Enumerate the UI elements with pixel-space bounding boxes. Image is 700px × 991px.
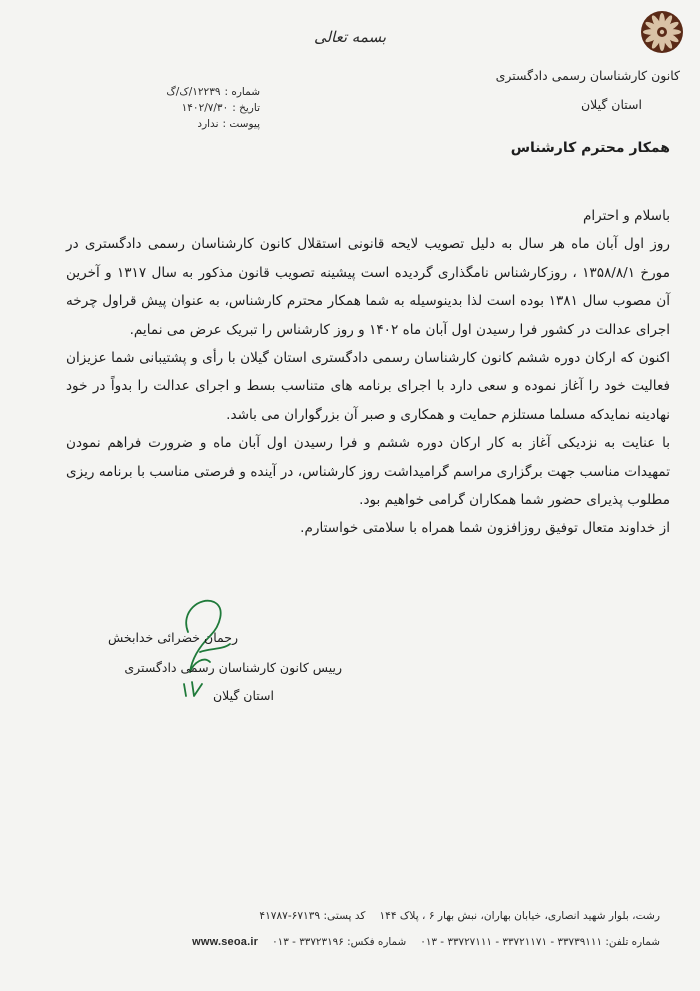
signatory-province: استان گیلان: [212, 688, 274, 703]
footer-fax: شماره فکس: ۳۳۷۲۳۱۹۶ - ۰۱۳: [272, 936, 407, 948]
seal-flower-icon: [638, 8, 686, 64]
footer-address: رشت، بلوار شهید انصاری، خیابان بهاران، نبش بهار ۶ ، پلاک ۱۴۴: [379, 910, 660, 922]
organization-name: کانون کارشناسان رسمی دادگستری: [495, 68, 680, 83]
footer-website-link[interactable]: www.seoa.ir: [192, 936, 259, 948]
letter-body: [66, 202, 670, 543]
meta-attachment-label: پیوست :: [222, 118, 260, 130]
letter-paragraph-3: با عنایت به نزدیکی آغاز به کار ارکان دوره ششم و فرا رسیدن اول آبان ماه و ضرورت فراهم نمودن تمهیدات مناسب جهت برگزاری مراسم گرامیداشت روز کارشناس، در آینده و فرصتی مناسب با برنامه ریزی مطلوب پذیرای حضور شما همکاران گرامی خواهیم بود.: [66, 435, 670, 509]
footer-contact-line: [40, 936, 660, 948]
meta-date: [80, 100, 260, 116]
footer-phones: شماره تلفن: ۳۳۷۳۹۱۱۱ - ۳۳۷۲۱۱۷۱ - ۳۳۷۲۷۱۱۱ - ۰۱۳: [420, 936, 660, 948]
meta-number-label: شماره :: [224, 86, 260, 98]
meta-number: [80, 84, 260, 100]
meta-date-value: ۱۴۰۲/۷/۳۰: [181, 102, 229, 114]
meta-date-label: تاریخ :: [232, 102, 260, 114]
letter-closing: از خداوند متعال توفیق روزافزون شما همراه با سلامتی خواستارم.: [300, 520, 670, 537]
letter-addressee: همکار محترم کارشناس: [510, 140, 670, 156]
signatory-name: رحمان خضرائی خدابخش: [107, 630, 238, 645]
signatory-title: رییس کانون کارشناسان رسمی دادگستری: [124, 660, 342, 675]
letter-paragraph-1: روز اول آبان ماه هر سال به دلیل تصویب لایحه قانونی استقلال کانون کارشناسان رسمی دادگستری در مورخ ۱۳۵۸/۸/۱ ، روزکارشناس نامگذاری گردیده است پیشینه تصویب قانون مذکور به سال ۱۳۱۷ و آخرین آن مصوب سال ۱۳۸۱ بوده است لذا بدینوسیله به شما همکار محترم کارشناس، به عنوان پیش قراول چرخه اجرای عدالت در کشور فرا رسیدن اول آبان ماه ۱۴۰۲ و روز کارشناس را تبریک عرض می نمایم.: [66, 236, 670, 338]
bismillah-heading: بسمه تعالی: [313, 28, 387, 46]
letter-greeting: باسلام و احترام: [582, 208, 670, 224]
organization-province: استان گیلان: [580, 97, 642, 112]
letter-paragraph-2: اکنون که ارکان دوره ششم کانون کارشناسان رسمی دادگستری استان گیلان با رأی و پشتیبانی شما عزیزان فعالیت خود را آغاز نموده و سعی دارد با اجرای برنامه های متناسب بسط و اجرای عدالت را بدواً در خود نهادینه نمایدکه مسلما مستلزم حمایت و همکاری و صبر آن بزرگواران می باشد.: [66, 350, 670, 423]
footer-address-line: [40, 910, 660, 922]
meta-number-value: ۱۲۲۳۹/ک/گ: [166, 86, 221, 98]
meta-attachment: [80, 116, 260, 132]
footer-postal-code: کد پستی: ۶۷۱۳۹-۴۱۷۸۷: [259, 910, 366, 922]
letter-meta: [80, 84, 260, 132]
meta-attachment-value: ندارد: [197, 118, 219, 130]
handwritten-signature: [170, 592, 250, 702]
